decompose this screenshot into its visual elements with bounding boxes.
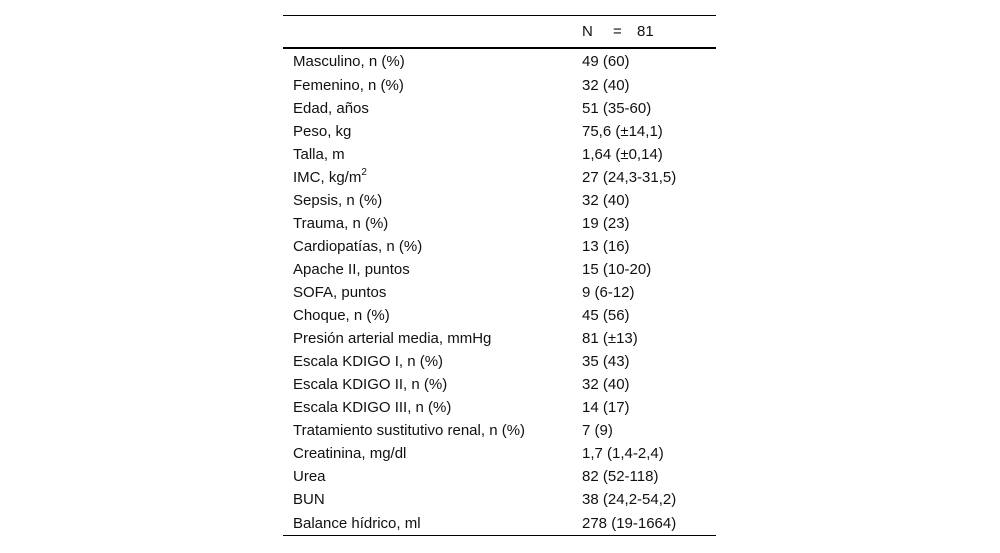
row-label [283,304,572,327]
row-label-text: Masculino, n (%) [293,53,405,70]
row-label-text: Escala KDIGO I, n (%) [293,353,444,370]
row-value: 81 (±13) [582,330,638,347]
table-row [283,143,716,166]
table-row [283,419,716,442]
row-value: 75,6 (±14,1) [582,123,663,140]
table-row [283,212,716,235]
row-label [283,143,572,166]
table-row [283,281,716,304]
row-label-text: Escala KDIGO II, n (%) [293,376,448,393]
table-row [283,120,716,143]
row-label [283,166,572,189]
row-label [283,465,572,488]
row-label [283,189,572,212]
row-value: 82 (52-118) [582,468,659,485]
header-n-value: 81 [637,23,654,40]
table-row [283,350,716,373]
row-label-text: Sepsis, n (%) [293,192,383,209]
row-label [283,258,572,281]
row-label-text: Choque, n (%) [293,307,390,324]
table-row [283,304,716,327]
row-label-text: Urea [293,468,326,485]
table-row [283,465,716,488]
table-row [283,166,716,189]
row-label-text: Creatinina, mg/dl [293,445,407,462]
row-value: 38 (24,2-54,2) [582,491,677,508]
header-sample-size-cell [572,16,716,49]
row-label [283,120,572,143]
row-label [283,235,572,258]
row-label-text: Balance hídrico, ml [293,514,421,532]
row-label-text: Talla, m [293,146,345,163]
row-value: 19 (23) [582,215,630,232]
table-row [283,373,716,396]
table-row [283,189,716,212]
row-label [283,373,572,396]
row-label-text: Cardiopatías, n (%) [293,238,423,255]
row-value: 32 (40) [582,192,630,209]
header-label-cell [283,16,572,49]
row-label [283,48,572,74]
row-value: 1,64 (±0,14) [582,146,663,163]
row-label [283,74,572,97]
row-value: 7 (9) [582,422,613,439]
row-value: 15 (10-20) [582,261,652,278]
row-label-text: Presión arterial media, mmHg [293,330,492,347]
row-value: 35 (43) [582,353,630,370]
row-label [283,281,572,304]
characteristics-table-container [283,15,716,536]
table-row [283,511,716,536]
table-row [283,488,716,511]
table-body [283,48,716,536]
row-value: 27 (24,3-31,5) [582,169,677,186]
table-row [283,48,716,74]
row-label-text: Apache II, puntos [293,261,410,278]
table-header-row [283,16,716,49]
row-label-text: Escala KDIGO III, n (%) [293,399,452,416]
row-label-text: Tratamiento sustitutivo renal, n (%) [293,422,526,439]
header-equals-sign: = [613,23,622,40]
table-row [283,74,716,97]
row-label-text: SOFA, puntos [293,284,387,301]
row-value: 49 (60) [582,53,630,70]
row-value: 1,7 (1,4-2,4) [582,445,664,462]
row-label-text: Edad, años [293,100,369,117]
row-label [283,97,572,120]
row-label [283,442,572,465]
row-label [283,511,572,536]
row-label [283,212,572,235]
row-label [283,327,572,350]
row-label-superscript: 2 [361,167,367,178]
row-label-text: Peso, kg [293,123,352,140]
table-row [283,97,716,120]
table-row [283,442,716,465]
row-label [283,488,572,511]
row-label-text: IMC, kg/m [293,169,362,186]
row-value: 278 (19-1664) [572,511,716,536]
row-label-text: Femenino, n (%) [293,77,404,94]
row-value: 13 (16) [582,238,630,255]
row-value: 45 (56) [582,307,630,324]
table-row [283,327,716,350]
row-label-text: Trauma, n (%) [293,215,389,232]
row-label [283,396,572,419]
row-value: 14 (17) [582,399,630,416]
row-value: 32 (40) [582,77,630,94]
row-value: 32 (40) [582,376,630,393]
header-n-label: N [582,23,593,40]
table-row [283,258,716,281]
table-row [283,396,716,419]
characteristics-table [283,15,716,536]
row-label [283,419,572,442]
row-value: 9 (6-12) [582,284,635,301]
row-value: 51 (35-60) [582,100,652,117]
row-label-text: BUN [293,491,325,508]
table-row [283,235,716,258]
row-label [283,350,572,373]
